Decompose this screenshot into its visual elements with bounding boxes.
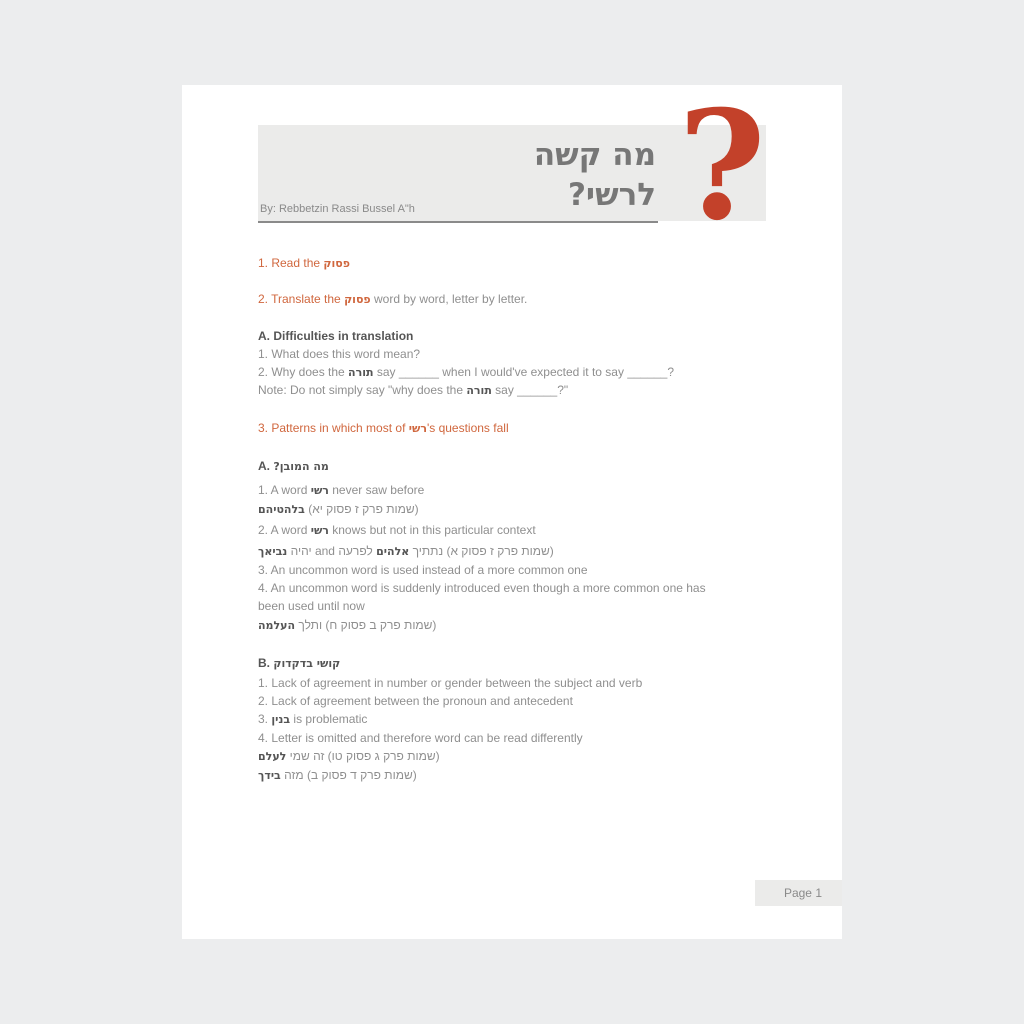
sub-b-example-2: [258, 767, 417, 784]
example-1-bold: בלהטיהם: [258, 503, 305, 516]
header-divider: [258, 221, 658, 223]
section-a-line-1: 1. What does this word mean?: [258, 347, 421, 361]
sub-b-item-3: [258, 711, 367, 728]
sub-a-item-4-line-1: 4. An uncommon word is suddenly introduced even though a more common one has: [258, 581, 706, 595]
sub-b-example-1: [258, 748, 440, 765]
page-number-tab: [755, 880, 842, 906]
line-2-part-a: 2. Why does the: [258, 365, 349, 379]
sub-a-item-1: [258, 482, 424, 499]
example-3-plain: (שמות פרק ב פסוק ח) ותלך: [295, 618, 437, 632]
title-line-2: לרשי?: [567, 177, 656, 213]
section-a-line-2: [258, 364, 674, 381]
b-example-1-bold: לעלם: [258, 750, 287, 763]
sub-a-example-2: [258, 543, 554, 560]
step-1-hebrew: פסוק: [323, 257, 350, 270]
sub-b-item-4: 4. Letter is omitted and therefore word can be read differently: [258, 731, 583, 745]
item-2-part-a: 2. A word: [258, 523, 311, 537]
b-example-2-plain: (שמות פרק ד פסוק ב) מזה: [280, 768, 417, 782]
b-example-1-plain: (שמות פרק ג פסוק טו) זה שמי: [286, 749, 440, 763]
section-a-note: [258, 382, 568, 399]
item-3-part-b: is problematic: [290, 712, 368, 726]
sub-a-hebrew: מה המובן?: [273, 460, 329, 473]
step-3: [258, 420, 509, 437]
sub-a-prefix: A.: [258, 459, 274, 473]
sub-a-item-4-line-2: been used until now: [258, 599, 365, 613]
example-2-part-3: יהיה: [287, 544, 312, 558]
example-2-and: and: [311, 544, 339, 558]
step-2-hebrew: פסוק: [344, 293, 371, 306]
question-mark-logo: ?: [678, 78, 766, 254]
example-2-bold-2: נביאך: [258, 545, 288, 558]
sub-b-item-1: 1. Lack of agreement in number or gender between the subject and verb: [258, 676, 643, 690]
step-3-hebrew: רשי: [408, 422, 427, 435]
item-2-part-b: knows but not in this particular context: [328, 523, 536, 537]
sub-a-example-1: [258, 501, 419, 518]
example-2-part-2: לפרעה: [338, 544, 377, 558]
sub-a-item-2: [258, 522, 536, 539]
note-part-a: Note: Do not simply say "why does the: [258, 383, 467, 397]
example-1-plain: (שמות פרק ז פסוק יא): [304, 502, 419, 516]
b-example-2-bold: בידך: [258, 769, 281, 782]
example-2-bold-1: אלהים: [376, 545, 410, 558]
line-2-part-b: say ______ when I would've expected it to say ______?: [373, 365, 675, 379]
author-byline: By: Rebbetzin Rassi Bussel A"h: [260, 203, 415, 215]
step-1-text: 1. Read the: [258, 256, 324, 270]
sub-a-example-3: [258, 617, 436, 634]
step-1: [258, 255, 350, 272]
sub-a-item-3: 3. An uncommon word is used instead of a more common one: [258, 563, 588, 577]
page-title: [534, 135, 656, 215]
step-2-text: 2. Translate the: [258, 292, 345, 306]
item-2-hebrew: רשי: [310, 524, 329, 537]
document-page: [182, 78, 842, 939]
item-1-hebrew: רשי: [310, 484, 329, 497]
step-2: [258, 291, 527, 308]
note-part-b: say ______?": [491, 383, 569, 397]
sub-b-prefix: B.: [258, 656, 274, 670]
title-line-1: מה קשה: [533, 137, 656, 173]
step-2-rest: word by word, letter by letter.: [370, 292, 528, 306]
line-2-hebrew: תורה: [348, 366, 374, 379]
item-3-hebrew: בנין: [271, 713, 291, 726]
section-a-heading: A. Difficulties in translation: [258, 329, 414, 343]
item-3-part-a: 3.: [258, 712, 272, 726]
sub-a-heading: [258, 458, 329, 475]
note-hebrew: תורה: [466, 384, 492, 397]
item-1-part-a: 1. A word: [258, 483, 311, 497]
example-2-part-1: (שמות פרק ז פסוק א) נתתיך: [409, 544, 554, 558]
item-1-part-b: never saw before: [328, 483, 425, 497]
step-3-rest: 's questions fall: [426, 421, 509, 435]
page-number: Page 1: [783, 886, 822, 900]
sub-b-item-2: 2. Lack of agreement between the pronoun and antecedent: [258, 694, 573, 708]
sub-b-heading: [258, 655, 340, 672]
sub-b-hebrew: קושי בדקדוק: [273, 657, 341, 670]
step-3-text: 3. Patterns in which most of: [258, 421, 409, 435]
example-3-bold: העלמה: [258, 619, 296, 632]
